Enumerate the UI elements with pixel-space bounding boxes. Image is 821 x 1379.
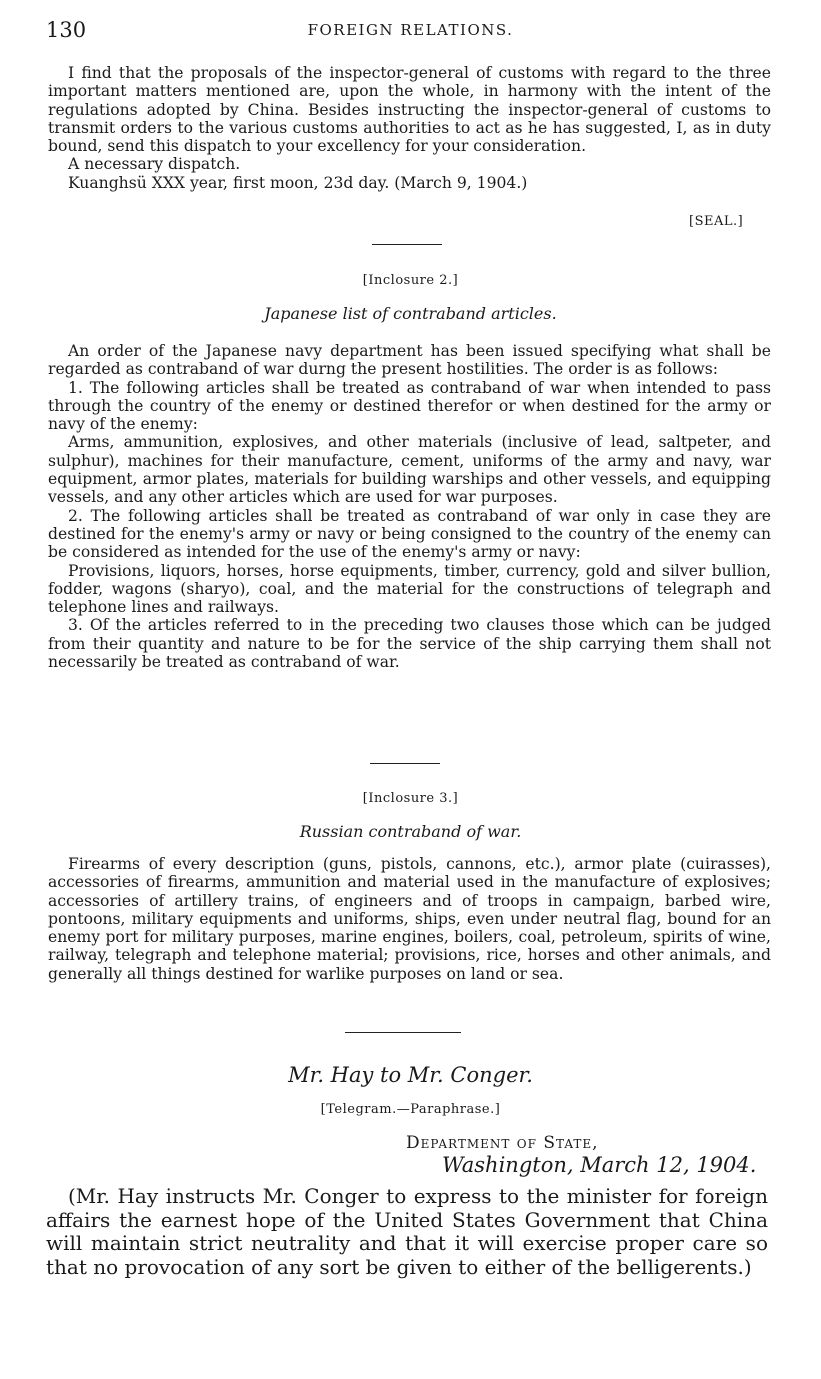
inclosure-2-body <box>48 342 771 671</box>
section-divider <box>372 244 442 245</box>
seal-mark: [SEAL.] <box>689 214 744 229</box>
telegram-sender: Department of State, <box>406 1133 599 1153</box>
dispatch-paragraph: I find that the proposals of the inspector-general of customs with regard to the three important matters mentioned are, upon the whole, in harmony with the intent of the regulations adopted by China. Besides instructing the inspector-general of customs to transmit orders to the various customs authorities to act as he has suggested, I, as in duty bound, send this dispatch to your excellency for your consideration. <box>48 64 771 156</box>
paragraph: Provisions, liquors, horses, horse equipments, timber, currency, gold and silver bullion, fodder, wagons (sharyo), coal, and the material for the constructions of telegraph and telephone lines and railways. <box>48 561 771 617</box>
telegram-subheading: [Telegram.—Paraphrase.] <box>320 1102 501 1117</box>
paragraph: An order of the Japanese navy department has been issued specifying what shall be regarded as contraband of war durng the present hostilities. The order is as follows: <box>48 342 771 379</box>
paragraph: 3. Of the articles referred to in the preceding two clauses those which can be judged from their quantity and nature to be for the service of the ship carrying them shall not necessarily be treated as contraband of war. <box>48 616 771 672</box>
section-divider <box>370 763 440 764</box>
paragraph: 2. The following articles shall be treated as contraband of war only in case they are destined for the enemy's army or navy or being consigned to the country of the enemy can be considered as intended for the use of the enemy's army or navy: <box>48 506 771 562</box>
dispatch-closing: A necessary dispatch. <box>68 155 241 174</box>
telegram-heading-text: Mr. Hay to Mr. Conger. <box>288 1063 533 1087</box>
dispatch-date: Kuanghsü XXX year, first moon, 23d day. (March 9, 1904.) <box>68 173 528 192</box>
paragraph: Arms, ammunition, explosives, and other materials (inclusive of lead, saltpeter, and sulphur), machines for their manufacture, cement, uniforms of the army and navy, war equipment, armor plates, materials for building warships and other vessels, and equipping vessels, and any other articles which are used for war purposes. <box>48 433 771 507</box>
section-divider <box>345 1032 461 1033</box>
dispatch-end <box>48 64 771 192</box>
telegram-paragraph: (Mr. Hay instructs Mr. Conger to express to the minister for foreign affairs the earnest hope of the United States Government that China will maintain strict neutrality and that it will exercise proper care so that no provocation of any sort be given to either of the belligerents.) <box>46 1184 768 1279</box>
paragraph: 1. The following articles shall be treated as contraband of war when intended to pass through the country of the enemy or destined therefor or when destined for the army or navy of the enemy: <box>48 378 771 434</box>
inclosure-2-label: [Inclosure 2.] <box>362 273 459 288</box>
inclosure-3-title: Russian contraband of war. <box>299 822 522 841</box>
paragraph: Firearms of every description (guns, pistols, cannons, etc.), armor plate (cuirasses), accessories of firearms, ammunition and material used in the manufacture of explosives; accessories of artillery trains, of engineers and of troops in campaign, barbed wire, pontoons, military equipments and uniforms, ships, even under neutral flag, bound for an enemy port for military purposes, marine engines, boilers, coal, petroleum, spirits of wine, railway, telegraph and telephone material; provisions, rice, horses and other animals, and generally all things destined for warlike purposes on land or sea. <box>48 855 771 983</box>
telegram-heading <box>0 1063 821 1087</box>
inclosure-3-body <box>48 855 771 983</box>
inclosure-2-title: Japanese list of contraband articles. <box>264 304 557 323</box>
inclosure-3-label: [Inclosure 3.] <box>362 791 459 806</box>
telegram-place-date: Washington, March 12, 1904. <box>442 1153 757 1177</box>
page-number: 130 <box>46 18 87 42</box>
telegram-body <box>46 1185 768 1279</box>
running-title: FOREIGN RELATIONS. <box>307 21 514 39</box>
